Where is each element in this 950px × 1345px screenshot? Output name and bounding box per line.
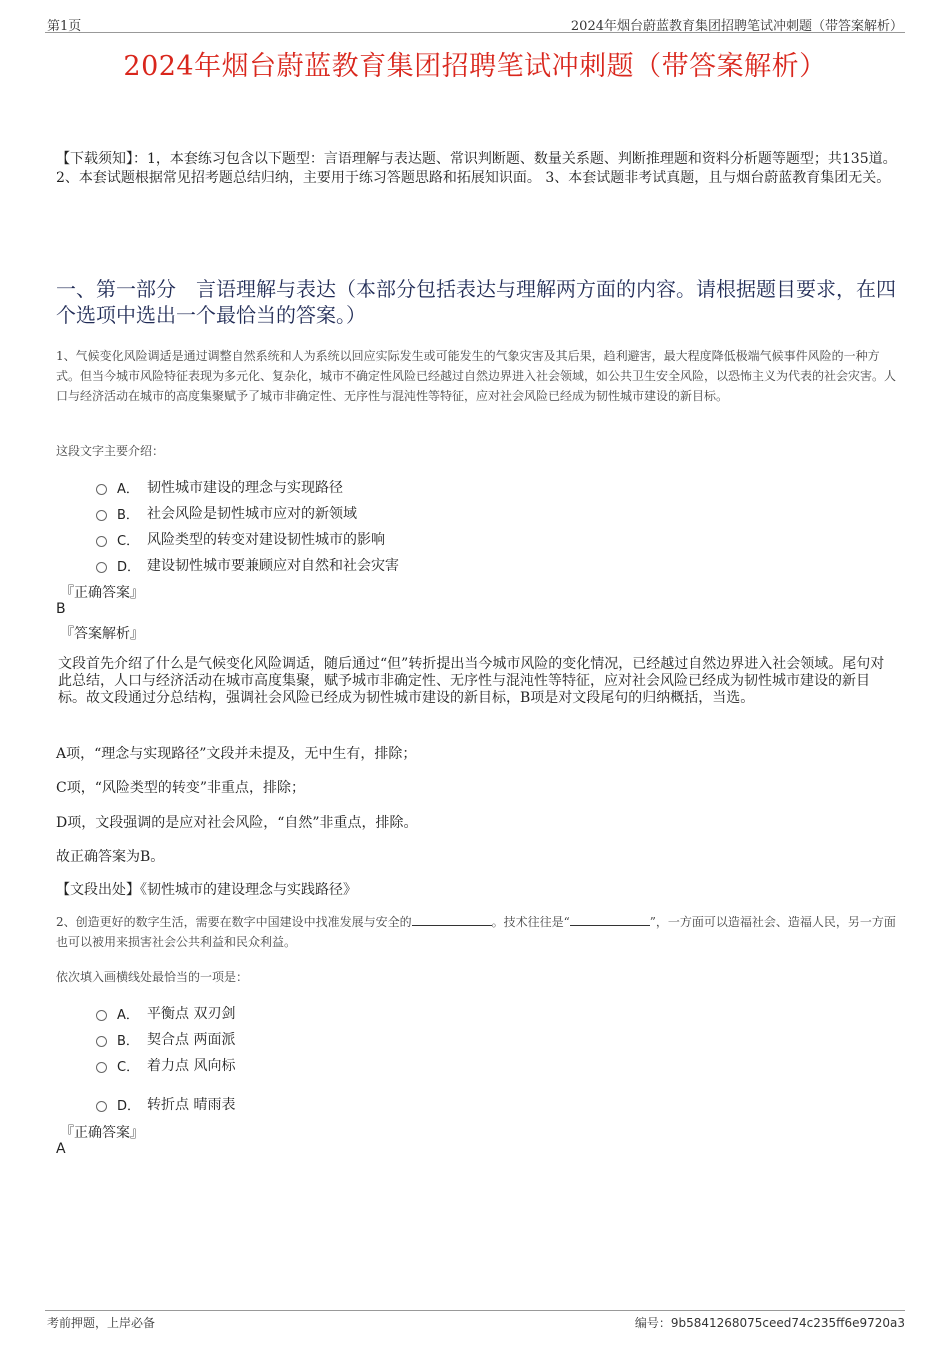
q1-analysis-label: 『答案解析』 (60, 626, 144, 642)
option-letter: A． (117, 1007, 139, 1023)
radio-icon[interactable] (96, 562, 107, 573)
q2-blank-1 (412, 913, 492, 926)
question-2-prompt: 依次填入画横线处最恰当的一项是： (56, 970, 249, 984)
option-text: 平衡点 双刃剑 (147, 1006, 236, 1022)
q2-option-b[interactable] (96, 1029, 235, 1049)
q2-answer-label: 『正确答案』 (60, 1125, 144, 1141)
q2-blank-2 (570, 913, 650, 926)
q1-source: 【文段出处】《韧性城市的建设理念与实践路径》 (56, 882, 357, 898)
option-text: 契合点 两面派 (147, 1032, 236, 1048)
q2-answer: A (56, 1141, 66, 1157)
header-page-number: 第1页 (47, 19, 82, 34)
q2-option-c[interactable] (96, 1055, 235, 1075)
option-letter: D． (117, 1098, 141, 1114)
footer-code (635, 1314, 905, 1331)
q2-stem-part-2: 。技术往往是“ (491, 915, 570, 929)
question-1-prompt: 这段文字主要介绍： (56, 444, 165, 458)
radio-icon[interactable] (96, 1062, 107, 1073)
option-letter: B． (117, 1033, 139, 1049)
radio-icon[interactable] (96, 510, 107, 521)
radio-icon[interactable] (96, 484, 107, 495)
q1-analysis-line-d: D项，文段强调的是应对社会风险，“自然”非重点，排除。 (56, 815, 418, 831)
question-2-stem (56, 912, 896, 952)
option-text: 韧性城市建设的理念与实现路径 (147, 480, 343, 496)
q1-conclusion: 故正确答案为B。 (56, 849, 165, 865)
page-title: 2024年烟台蔚蓝教育集团招聘笔试冲刺题（带答案解析） (123, 51, 827, 82)
question-1-stem: 1、气候变化风险调适是通过调整自然系统和人为系统以回应实际发生或可能发生的气象灾害及其后果，趋利避害，最大程度降低极端气候事件风险的一种方式。但当今城市风险特征表现为多元化、复杂化，城市不确定性风险已经越过自然边界进入社会领域，如公共卫生安全风险，以恐怖主义为代表的社会灾害。人口与经济活动在城市的高度集聚赋予了城市非确定性、无序性与混沌性等特征，应对社会风险已经成为韧性城市建设的新目标。 (56, 349, 897, 403)
radio-icon[interactable] (96, 1036, 107, 1047)
q1-analysis-line-c: C项，“风险类型的转变”非重点，排除； (56, 780, 306, 796)
option-text: 社会风险是韧性城市应对的新领域 (147, 506, 357, 522)
option-text: 着力点 风向标 (147, 1058, 236, 1074)
footer-slogan: 考前押题，上岸必备 (47, 1316, 156, 1330)
q1-answer-label: 『正确答案』 (60, 585, 144, 601)
option-letter: B． (117, 507, 139, 523)
q2-stem-part-1: 2、创造更好的数字生活，需要在数字中国建设中找准发展与安全的 (56, 915, 412, 929)
q2-option-a[interactable] (96, 1003, 235, 1023)
download-notice: 【下载须知】：1，本套练习包含以下题型：言语理解与表达题、常识判断题、数量关系题、判断推理题和资料分析题等题型；共135道。 2、本套试题根据常见招考题总结归纳，主要用于练习答题思路和拓展知识面。 3、本套试题非考试真题，且与烟台蔚蓝教育集团无关。 (56, 151, 897, 186)
option-letter: C． (117, 533, 140, 549)
q1-option-c[interactable] (96, 529, 385, 549)
option-text: 建设韧性城市要兼顾应对自然和社会灾害 (147, 558, 399, 574)
header-doc-title: 2024年烟台蔚蓝教育集团招聘笔试冲刺题（带答案解析） (570, 19, 903, 34)
footer-divider (45, 1310, 905, 1311)
footer-code-value: 9b5841268075ceed74c235ff6e9720a3 (670, 1316, 905, 1330)
option-letter: C． (117, 1059, 140, 1075)
q2-stem-part-3: ”，一方面可以造福社会、造福人民，另一方面也可以被用来损害社会公共利益和民众利益。 (56, 915, 896, 949)
option-letter: A． (117, 481, 139, 497)
option-text: 转折点 晴雨表 (147, 1097, 236, 1113)
header-divider (45, 32, 905, 33)
q1-option-b[interactable] (96, 503, 357, 523)
q1-option-a[interactable] (96, 477, 343, 497)
footer-code-label: 编号： (634, 1316, 671, 1330)
q1-analysis: 文段首先介绍了什么是气候变化风险调适，随后通过“但”转折提出当今城市风险的变化情况，已经越过自然边界进入社会领域。尾句对此总结，人口与经济活动在城市高度集聚，赋予城市非确定性、无序性与混沌性等特征，应对社会风险已经成为韧性城市建设的新目标。故文段通过分总结构，强调社会风险已经成为韧性城市建设的新目标，B项是对文段尾句的归纳概括，当选。 (58, 656, 885, 706)
q1-answer: B (56, 601, 66, 617)
q1-analysis-line-a: A项，“理念与实现路径”文段并未提及，无中生有，排除； (56, 746, 417, 762)
radio-icon[interactable] (96, 1010, 107, 1021)
option-letter: D． (117, 559, 141, 575)
radio-icon[interactable] (96, 536, 107, 547)
q1-option-d[interactable] (96, 555, 399, 575)
option-text: 风险类型的转变对建设韧性城市的影响 (147, 532, 385, 548)
section-heading: 一、第一部分 言语理解与表达（本部分包括表达与理解两方面的内容。请根据题目要求，在四个选项中选出一个最恰当的答案。） (56, 277, 896, 327)
radio-icon[interactable] (96, 1101, 107, 1112)
q2-option-d[interactable] (96, 1094, 235, 1114)
